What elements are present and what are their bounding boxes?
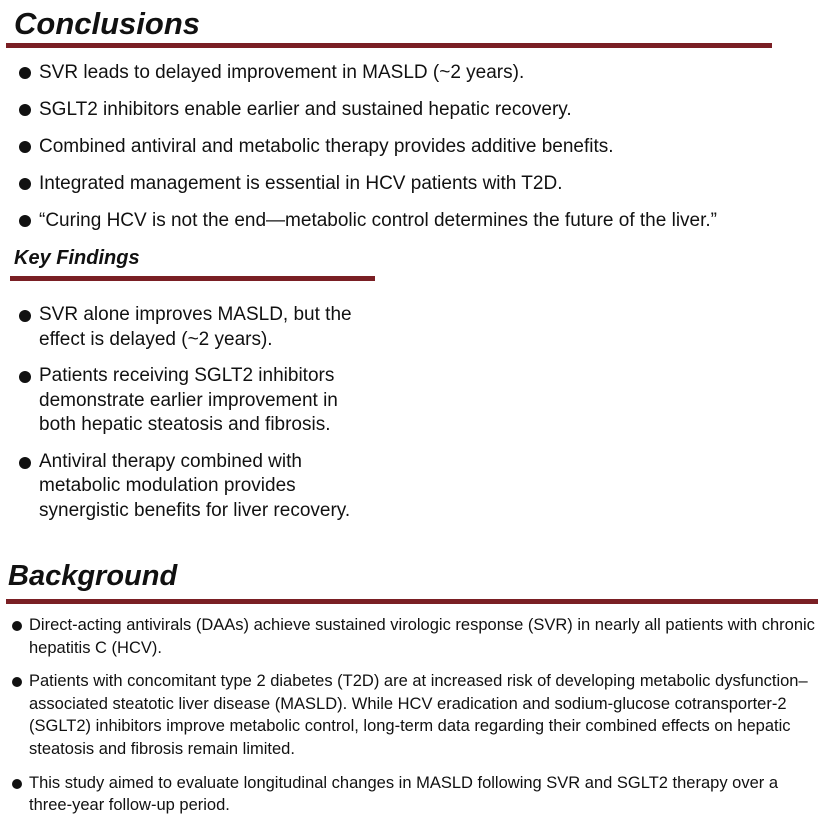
- key-findings-divider: [10, 276, 375, 281]
- conclusions-item: [0, 206, 837, 243]
- background-item: [0, 670, 819, 760]
- key-findings-heading: Key Findings: [14, 247, 140, 269]
- background-list: [0, 614, 837, 828]
- bullet-icon: [12, 779, 22, 789]
- bullet-icon: [19, 457, 31, 469]
- bullet-icon: [12, 621, 22, 631]
- conclusions-heading: Conclusions: [14, 6, 201, 41]
- key-findings-item: [0, 450, 369, 524]
- bullet-icon: [19, 310, 31, 322]
- conclusions-list: [0, 58, 837, 243]
- conclusions-item-text: Integrated management is essential in HCV patients with T2D.: [39, 173, 563, 194]
- conclusions-item: [0, 169, 837, 206]
- key-findings-section: [0, 240, 380, 540]
- key-findings-item: [0, 364, 369, 438]
- bullet-icon: [19, 141, 31, 153]
- background-item: [0, 614, 819, 659]
- conclusions-item: [0, 132, 837, 169]
- conclusions-section: [0, 0, 837, 240]
- background-item-text: Patients with concomitant type 2 diabetes (T2D) are at increased risk of developing metabolic dysfunction–associated steatotic liver disease (MASLD). While HCV eradication and sodium-glucose cotransporter-2 (SGLT2) inhibitors improve metabolic control, long-term data regarding their combined effects on hepatic steatosis and fibrosis remain limited.: [29, 672, 808, 758]
- key-findings-item: [0, 303, 369, 352]
- bullet-icon: [19, 178, 31, 190]
- conclusions-item: [0, 58, 837, 95]
- background-item-text: Direct-acting antivirals (DAAs) achieve sustained virologic response (SVR) in nearly all patients with chronic hepatitis C (HCV).: [29, 616, 815, 657]
- conclusions-item-text: “Curing HCV is not the end—metabolic control determines the future of the liver.”: [39, 210, 717, 231]
- conclusions-divider: [6, 43, 772, 48]
- conclusions-item: [0, 95, 837, 132]
- conclusions-item-text: SGLT2 inhibitors enable earlier and sustained hepatic recovery.: [39, 99, 572, 120]
- conclusions-item-text: Combined antiviral and metabolic therapy provides additive benefits.: [39, 136, 614, 157]
- key-findings-item-text: SVR alone improves MASLD, but the effect is delayed (~2 years).: [39, 304, 352, 350]
- bullet-icon: [12, 677, 22, 687]
- background-heading: Background: [8, 560, 178, 592]
- background-divider: [6, 599, 818, 604]
- bullet-icon: [19, 67, 31, 79]
- key-findings-item-text: Patients receiving SGLT2 inhibitors demonstrate earlier improvement in both hepatic steatosis and fibrosis.: [39, 365, 338, 435]
- background-item-text: This study aimed to evaluate longitudinal changes in MASLD following SVR and SGLT2 therapy over a three-year follow-up period.: [29, 773, 779, 815]
- background-section: [0, 555, 837, 838]
- background-item: [0, 772, 819, 817]
- bullet-icon: [19, 104, 31, 116]
- key-findings-item-text: Antiviral therapy combined with metabolic modulation provides synergistic benefits for liver recovery.: [39, 450, 351, 521]
- key-findings-list: [0, 303, 380, 535]
- conclusions-item-text: SVR leads to delayed improvement in MASLD (~2 years).: [39, 62, 525, 83]
- bullet-icon: [19, 215, 31, 227]
- bullet-icon: [19, 371, 31, 383]
